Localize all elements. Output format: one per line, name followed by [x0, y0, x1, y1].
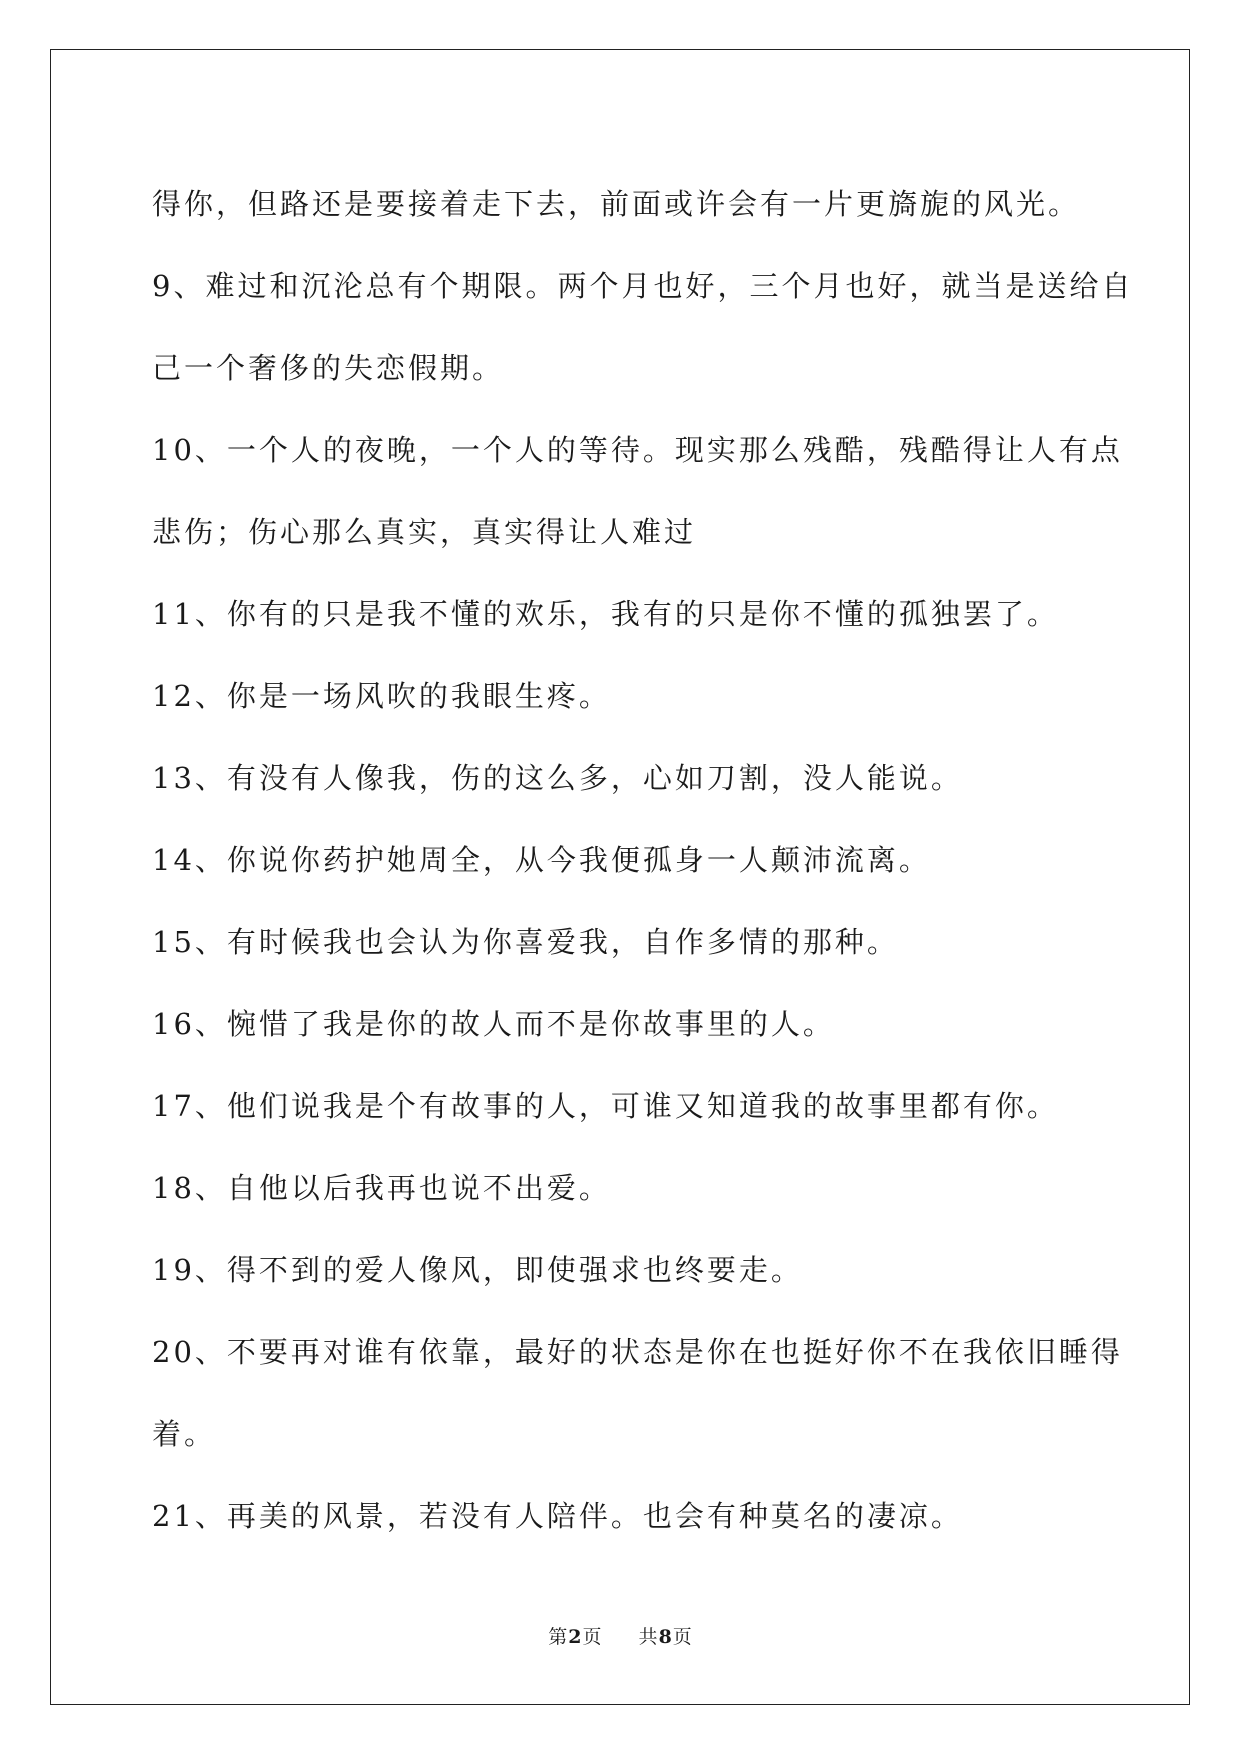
page-footer — [0, 1622, 1241, 1649]
total-pages: 8 — [658, 1626, 673, 1648]
text-line: 13、有没有人像我，伤的这么多，心如刀割，没人能说。 — [152, 761, 963, 795]
text-line: 12、你是一场风吹的我眼生疼。 — [152, 679, 611, 713]
text-line: 15、有时候我也会认为你喜爱我，自作多情的那种。 — [152, 925, 899, 959]
text-line: 16、惋惜了我是你的故人而不是你故事里的人。 — [152, 1007, 835, 1041]
page-suffix: 页 — [582, 1626, 603, 1648]
text-line: 20、不要再对谁有依靠，最好的状态是你在也挺好你不在我依旧睡得 — [152, 1335, 1123, 1369]
page-number: 2 — [568, 1626, 583, 1648]
text-line: 悲伤；伤心那么真实，真实得让人难过 — [152, 515, 697, 549]
text-line: 着。 — [152, 1417, 217, 1451]
total-suffix: 页 — [672, 1626, 693, 1648]
text-line: 9、难过和沉沦总有个期限。两个月也好，三个月也好，就当是送给自 — [152, 269, 1134, 303]
text-line: 得你，但路还是要接着走下去，前面或许会有一片更旖旎的风光。 — [152, 187, 1081, 221]
total-pages-indicator — [639, 1626, 693, 1648]
text-line: 11、你有的只是我不懂的欢乐，我有的只是你不懂的孤独罢了。 — [152, 597, 1059, 631]
text-line: 21、再美的风景，若没有人陪伴。也会有种莫名的凄凉。 — [152, 1499, 963, 1533]
page-prefix: 第 — [548, 1626, 569, 1648]
text-line: 17、他们说我是个有故事的人，可谁又知道我的故事里都有你。 — [152, 1089, 1059, 1123]
text-line: 19、得不到的爱人像风，即使强求也终要走。 — [152, 1253, 803, 1287]
text-line: 己一个奢侈的失恋假期。 — [152, 351, 505, 385]
document-body — [152, 163, 1134, 1557]
page-indicator — [548, 1626, 609, 1648]
text-line: 10、一个人的夜晚，一个人的等待。现实那么残酷，残酷得让人有点 — [152, 433, 1123, 467]
text-line: 18、自他以后我再也说不出爱。 — [152, 1171, 611, 1205]
text-line: 14、你说你药护她周全，从今我便孤身一人颠沛流离。 — [152, 843, 931, 877]
total-prefix: 共 — [638, 1626, 659, 1648]
